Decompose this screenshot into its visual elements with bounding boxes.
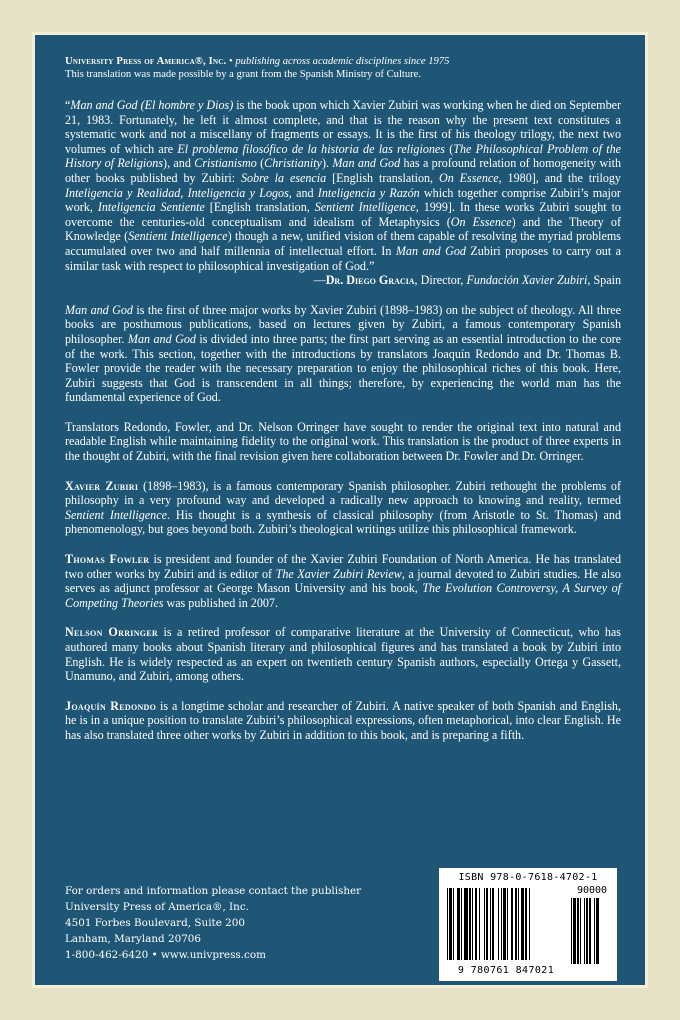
bio-name: Thomas Fowler	[65, 552, 150, 567]
barcode-bar	[594, 898, 595, 964]
panel-content	[65, 55, 621, 743]
text-panel	[32, 32, 648, 988]
barcode-bar	[501, 888, 502, 960]
publisher-name: University Press of America®, Inc.	[65, 56, 227, 67]
publisher-tagline: publishing across academic disciplines since 1975	[235, 56, 450, 67]
barcode-bar	[484, 888, 485, 960]
barcode-bar	[521, 888, 524, 960]
barcode-bar	[469, 888, 471, 960]
isbn-label: ISBN 978-0-7618-4702-1	[458, 872, 598, 883]
barcode-bar	[479, 888, 480, 960]
bio-fowler: Thomas Fowler is president and founder of the Xavier Zubiri Foundation of North America. He has translated two other works by Zubiri and is editor of The Xavier Zubiri Review, a journal devoted to Zubiri studies. He also serves as adjunct professor at George Mason University and his book, The Evolution Controversy, A Survey of Competing Theories was published in 2007.	[65, 552, 621, 610]
barcode-bar	[486, 888, 488, 960]
barcode-bar	[589, 898, 590, 964]
barcode-bar	[457, 888, 459, 960]
publisher-contact: For orders and information please contact the publisher University Press of America®, Inc. 4501 Forbes Boulevard, Suite 200 Lanham, Maryland 20706 1-800-462-6420 • www.univpress.com	[65, 885, 362, 961]
barcode-bar	[503, 888, 505, 960]
barcode-bar	[580, 898, 581, 964]
bio-orringer: Nelson Orringer is a retired professor of comparative literature at the University of Connecticut, who has authored many books about Spanish literary and philosophical figures and has translated a book by Zubiri into English. He is widely respected as an expert on twentieth century Spanish authors, especially Ortega y Gassett, Unamuno, and Zubiri, among others.	[65, 625, 621, 684]
barcode-bar	[475, 888, 477, 960]
bio-name: Xavier Zubiri	[65, 478, 139, 493]
bio-zubiri: Xavier Zubiri (1898–1983), is a famous contemporary Spanish philosopher. Zubiri rethought the problems of philosophy in a very profound way and developed a radically new approach to knowing and reality, termed Sentient Intelligence. His thought is a synthesis of classical philosophy (from Aristotle to St. Thomas) and phenomenology, but goes beyond both. Zubiri’s theological writings utilize this philosophical framework.	[65, 478, 621, 537]
barcode-bar	[498, 888, 499, 960]
barcode-bar	[586, 898, 588, 964]
isbn-barcode	[439, 868, 617, 981]
book-description: Man and God is the first of three major works by Xavier Zubiri (1898–1983) on the subject of theology. All three books are posthumous publications, based on lectures given by Zubiri, a famous contemporary Spanish philosopher. Man and God is divided into three parts; the first part serving as an essential introduction to the core of the work. This section, together with the introductions by translators Joaquín Redondo and Dr. Thomas B. Fowler provide the reader with the necessary preparation to enjoy the philosophical riches of this book. Here, Zubiri suggests that God is transcendent in all things; therefore, by experiencing the world man has the fundamental experience of God.	[65, 302, 622, 405]
barcode-bar	[577, 898, 579, 964]
barcode-bar	[571, 898, 572, 964]
barcode-bar	[461, 888, 462, 960]
publisher-header: University Press of America®, Inc. • publishing across academic disciplines since 1975	[65, 56, 450, 67]
barcode-bar	[584, 898, 585, 964]
grant-note: This translation was made possible by a grant from the Spanish Ministry of Culture.	[65, 69, 422, 80]
barcode-bar	[573, 898, 575, 964]
ean-bars	[447, 888, 565, 966]
barcode-bar	[507, 888, 508, 960]
barcode-bar	[515, 888, 517, 960]
barcode-bar	[511, 888, 512, 960]
barcode-bar	[529, 888, 530, 960]
barcode-bar	[490, 888, 491, 960]
addon-number: 90000	[576, 885, 608, 896]
barcode-bar	[449, 888, 451, 960]
bio-name: Joaquín Redondo	[65, 698, 157, 713]
barcode-bar	[525, 888, 527, 960]
barcode-bar	[472, 888, 473, 960]
barcode-bar	[518, 888, 519, 960]
barcode-bar	[464, 888, 467, 960]
barcode-bar	[492, 888, 494, 960]
barcode-bar	[447, 888, 448, 960]
ean-number: 9 780761 847021	[457, 965, 555, 976]
barcode-bar	[453, 888, 454, 960]
quote-attribution: —Dr. Diego Gracia, Director, Fundación Xavier Zubiri, Spain	[313, 273, 621, 288]
addon-bars	[571, 898, 613, 966]
barcode-bar	[596, 898, 598, 964]
bio-name: Nelson Orringer	[65, 625, 159, 640]
review-quote: “Man and God (El hombre y Dios) is the book upon which Xavier Zubiri was working when he died on September 21, 1983. Fortunately, he left it almost complete, and that is the reason why the present text constitutes a systematic work and not a miscellany of fragments or essays. It is the first of his theology trilogy, the next two volumes of which are El problema filosófico de la historia de las religiones (The Philosophical Problem of the History of Religions), and Cristianismo (Christianity). Man and God has a profound relation of homogeneity with other books published by Zubiri: Sobre la esencia [English translation, On Essence, 1980], and the trilogy Inteligencia y Realidad, Inteligencia y Logos, and Inteligencia y Razón which together comprise Zubiri’s major work, Inteligencia Sentiente [English translation, Sentient Intelligence, 1999]. In these works Zubiri sought to overcome the centuries-old conceptualism and idealism of Metaphysics (On Essence) and the Theory of Knowledge (Sentient Intelligence) though a new, unified vision of them capable of resolving the myriad problems accumulated over two and half millennia of intellectual effort. In Man and God Zubiri proposes to carry out a similar task with respect to philosophical investigation of God.”	[65, 98, 622, 273]
translators-note: Translators Redondo, Fowler, and Dr. Nelson Orringer have sought to render the original text into natural and readable English while maintaining fidelity to the original work. This translation is the product of three experts in the thought of Zubiri, with the final revision given here collaboration between Dr. Fowler and Dr. Orringer.	[65, 419, 621, 464]
bio-redondo: Joaquín Redondo is a longtime scholar and researcher of Zubiri. A native speaker of both Spanish and English, he is in a unique position to translate Zubiri’s philosophical expressions, often metaphorical, into clear English. He has also translated three other works by Zubiri in addition to this book, and is preparing a fifth.	[65, 698, 621, 742]
